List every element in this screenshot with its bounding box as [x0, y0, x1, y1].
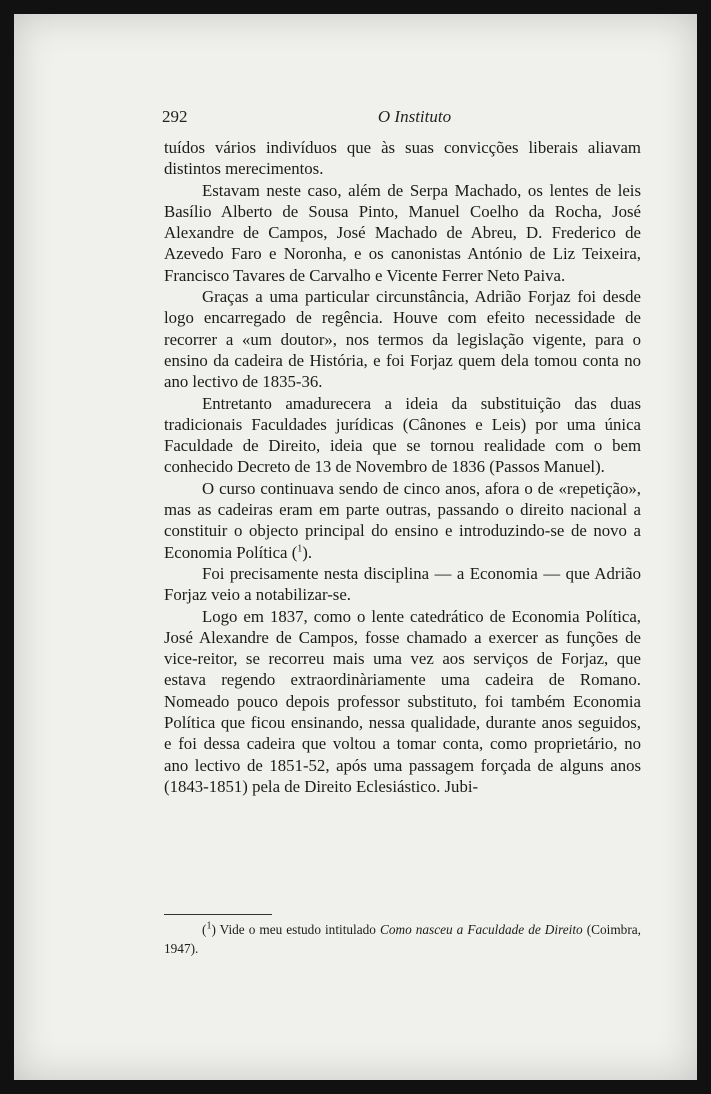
- page-number: 292: [162, 107, 188, 126]
- book-page: [14, 14, 697, 1080]
- paragraph-6: Foi precisamente nesta disciplina — a Economia — que Adrião Forjaz veio a notabilizar-se.: [164, 563, 641, 605]
- footnote-marker: 1: [206, 920, 212, 932]
- footnote-title: Como nasceu a Faculdade de Direito: [379, 922, 583, 937]
- paragraph-3: Graças a uma particular circunstância, Adrião Forjaz foi desde logo encarregado de regência. Houve com efeito necessidade de recorrer a «um doutor», nos termos da legislação vigente, para o ensino da cadeira de História, e foi Forjaz quem dela tomou conta no ano lectivo de 1835-36.: [164, 287, 641, 392]
- paragraph-1: tuídos vários indivíduos que às suas convicções liberais aliavam distintos merecimentos.: [164, 138, 641, 179]
- footnote-reference: 1: [297, 543, 303, 555]
- footnote: ($^1$) Vide o meu estudo intitulado Como nasceu a Faculdade de Direito (Coimbra, 1947).: [164, 920, 641, 956]
- running-title: O Instituto: [377, 107, 452, 126]
- paragraph-7: Logo em 1837, como o lente catedrático de Economia Política, José Alexandre de Campos, fosse chamado a exercer as funções de vice-reitor, se recorreu mais uma vez aos serviços de Forjaz, que estava regendo extraordinàriamente uma cadeira de Romano. Nomeado pouco depois professor substituto, foi também Economia Política que ficou ensinando, nessa qualidade, durante anos seguidos, e foi dessa cadeira que voltou a tomar conta, como proprietário, no ano lectivo de 1851-52, após uma passagem forçada de alguns anos (1843-1851) pela de Direito Eclesiástico. Jubi-: [164, 606, 641, 796]
- paragraph-4: Entretanto amadurecera a ideia da substituição das duas tradicionais Faculdades jurídicas (Cânones e Leis) por uma única Faculdade de Direito, ideia que se tornou realidade com o bem conhecido Decreto de 13 de Novembro de 1836 (Passos Manuel).: [164, 393, 641, 477]
- footnote-separator: [164, 914, 272, 915]
- paragraph-5: O curso continuava sendo de cinco anos, afora o de «repetição», mas as cadeiras eram em parte outras, passando o direito nacional a constituir o objecto principal do ensino e introduzindo-se de novo a Economia Política ($^1$).: [164, 478, 641, 562]
- page-header: [162, 107, 667, 131]
- body-text: [164, 137, 641, 797]
- paragraph-2: Estavam neste caso, além de Serpa Machado, os lentes de leis Basílio Alberto de Sousa Pinto, Manuel Coelho da Rocha, José Alexandre de Campos, José Machado de Abreu, D. Frederico de Azevedo Faro e Noronha, e os canonistas António de Liz Teixeira, Francisco Tavares de Carvalho e Vicente Ferrer Neto Paiva.: [164, 180, 641, 285]
